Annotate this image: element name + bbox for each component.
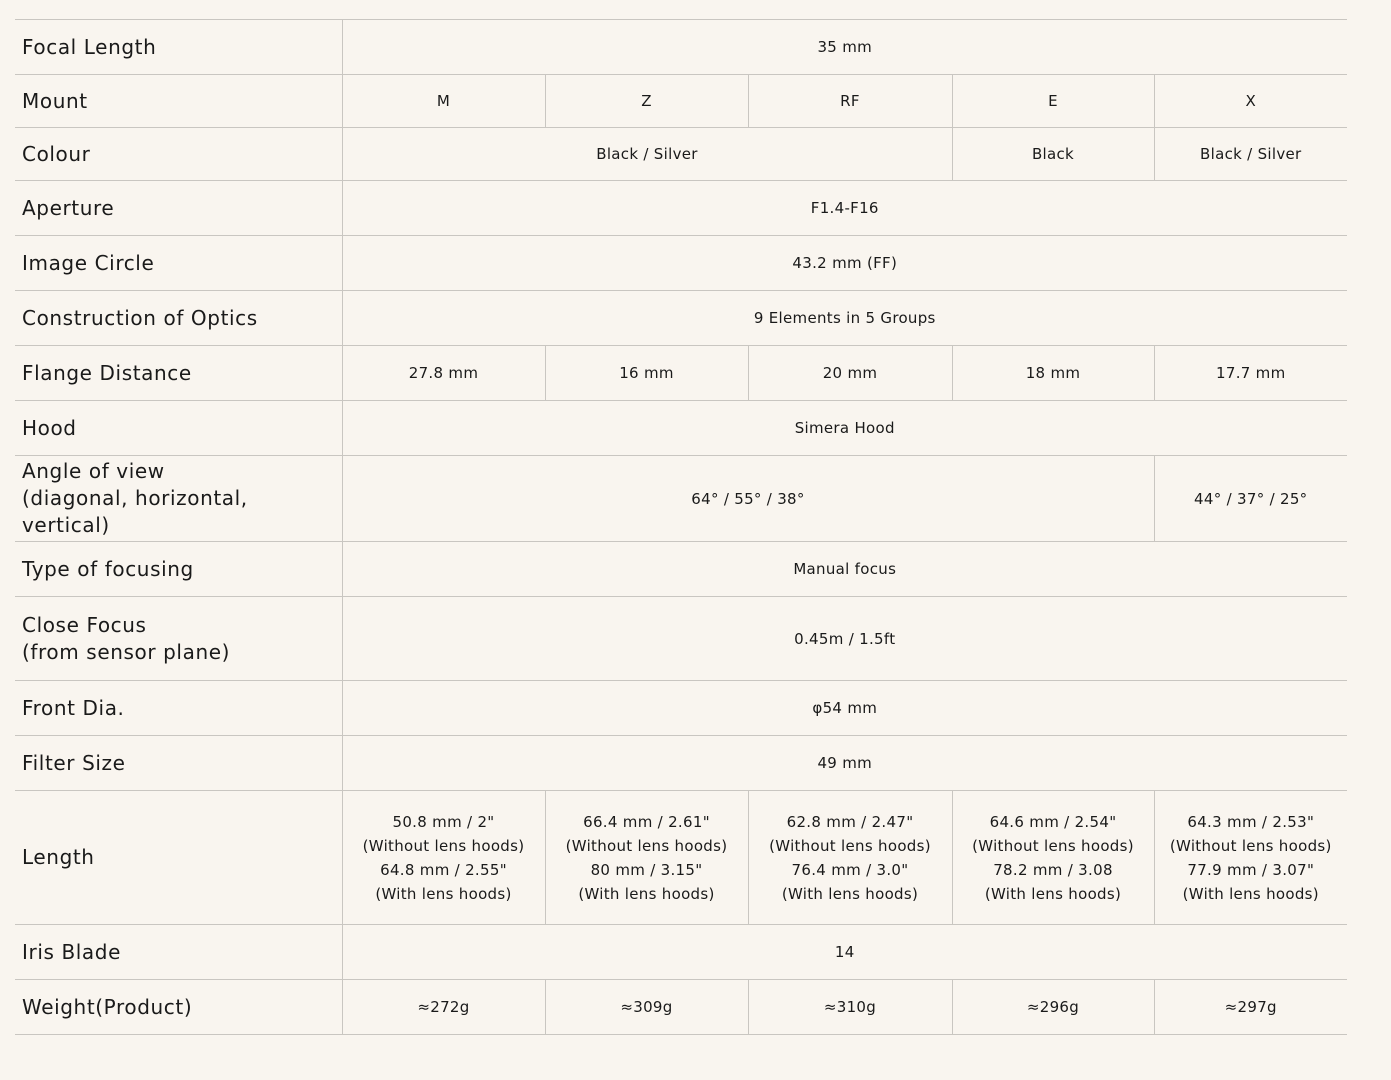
row-image-circle xyxy=(15,236,1347,291)
length-rf-without: 62.8 mm / 2.47" xyxy=(786,812,914,831)
row-mount xyxy=(15,75,1347,128)
label-weight: Weight(Product) xyxy=(15,980,342,1035)
row-front-dia xyxy=(15,681,1347,736)
length-e-with: 78.2 mm / 3.08 xyxy=(993,860,1113,879)
label-hood: Hood xyxy=(15,401,342,456)
value-angle-main: 64° / 55° / 38° xyxy=(342,456,1154,542)
row-weight xyxy=(15,980,1347,1035)
label-mount: Mount xyxy=(15,75,342,128)
length-e-with-note: (With lens hoods) xyxy=(984,884,1122,903)
label-flange-distance: Flange Distance xyxy=(15,346,342,401)
label-construction: Construction of Optics xyxy=(15,291,342,346)
value-length-e xyxy=(952,791,1154,925)
label-close-focus-line2: (from sensor plane) xyxy=(22,639,231,664)
value-construction: 9 Elements in 5 Groups xyxy=(342,291,1347,346)
value-angle-x: 44° / 37° / 25° xyxy=(1154,456,1347,542)
label-angle-line1: Angle of view xyxy=(22,459,165,483)
length-rf-with-note: (With lens hoods) xyxy=(781,884,919,903)
value-mount-x: X xyxy=(1154,75,1347,128)
label-close-focus xyxy=(15,597,342,681)
length-rf-with: 76.4 mm / 3.0" xyxy=(791,860,909,879)
row-hood xyxy=(15,401,1347,456)
value-focal-length: 35 mm xyxy=(342,20,1347,75)
value-focusing: Manual focus xyxy=(342,542,1347,597)
row-construction xyxy=(15,291,1347,346)
row-colour xyxy=(15,128,1347,181)
value-weight-z: ≈309g xyxy=(545,980,748,1035)
label-aperture: Aperture xyxy=(15,181,342,236)
length-x-with-note: (With lens hoods) xyxy=(1182,884,1319,903)
value-flange-x: 17.7 mm xyxy=(1154,346,1347,401)
length-z-with-note: (With lens hoods) xyxy=(578,884,715,903)
value-colour-mzrf: Black / Silver xyxy=(342,128,952,181)
row-aperture xyxy=(15,181,1347,236)
value-weight-x: ≈297g xyxy=(1154,980,1347,1035)
length-x-without-note: (Without lens hoods) xyxy=(1169,836,1332,855)
row-focusing xyxy=(15,542,1347,597)
label-angle-of-view xyxy=(15,456,342,542)
row-length xyxy=(15,791,1347,925)
value-mount-rf: RF xyxy=(748,75,952,128)
row-focal-length xyxy=(15,20,1347,75)
value-flange-m: 27.8 mm xyxy=(342,346,545,401)
row-angle-of-view xyxy=(15,456,1347,542)
row-flange-distance xyxy=(15,346,1347,401)
value-mount-e: E xyxy=(952,75,1154,128)
value-mount-z: Z xyxy=(545,75,748,128)
length-e-without: 64.6 mm / 2.54" xyxy=(989,812,1117,831)
value-close-focus: 0.45m / 1.5ft xyxy=(342,597,1347,681)
value-length-z xyxy=(545,791,748,925)
value-length-x xyxy=(1154,791,1347,925)
value-colour-e: Black xyxy=(952,128,1154,181)
value-mount-m: M xyxy=(342,75,545,128)
value-flange-rf: 20 mm xyxy=(748,346,952,401)
length-m-with-note: (With lens hoods) xyxy=(375,884,512,903)
value-length-rf xyxy=(748,791,952,925)
row-filter-size xyxy=(15,736,1347,791)
value-flange-e: 18 mm xyxy=(952,346,1154,401)
value-weight-rf: ≈310g xyxy=(748,980,952,1035)
label-focusing: Type of focusing xyxy=(15,542,342,597)
length-z-without: 66.4 mm / 2.61" xyxy=(583,812,710,831)
value-colour-x: Black / Silver xyxy=(1154,128,1347,181)
value-filter-size: 49 mm xyxy=(342,736,1347,791)
value-length-m xyxy=(342,791,545,925)
value-weight-e: ≈296g xyxy=(952,980,1154,1035)
spec-table xyxy=(15,19,1347,1035)
label-length: Length xyxy=(15,791,342,925)
length-z-with: 80 mm / 3.15" xyxy=(590,860,703,879)
label-iris-blade: Iris Blade xyxy=(15,925,342,980)
value-image-circle: 43.2 mm (FF) xyxy=(342,236,1347,291)
value-iris-blade: 14 xyxy=(342,925,1347,980)
value-front-dia: φ54 mm xyxy=(342,681,1347,736)
label-colour: Colour xyxy=(15,128,342,181)
length-x-with: 77.9 mm / 3.07" xyxy=(1187,860,1315,879)
length-m-without-note: (Without lens hoods) xyxy=(362,836,525,855)
label-front-dia: Front Dia. xyxy=(15,681,342,736)
length-x-without: 64.3 mm / 2.53" xyxy=(1187,812,1315,831)
value-aperture: F1.4-F16 xyxy=(342,181,1347,236)
length-m-with: 64.8 mm / 2.55" xyxy=(380,860,507,879)
row-close-focus xyxy=(15,597,1347,681)
label-filter-size: Filter Size xyxy=(15,736,342,791)
length-rf-without-note: (Without lens hoods) xyxy=(769,836,931,855)
value-weight-m: ≈272g xyxy=(342,980,545,1035)
row-iris-blade xyxy=(15,925,1347,980)
label-close-focus-line1: Close Focus xyxy=(22,612,147,637)
label-focal-length: Focal Length xyxy=(15,20,342,75)
length-m-without: 50.8 mm / 2" xyxy=(392,812,495,831)
length-e-without-note: (Without lens hoods) xyxy=(972,836,1134,855)
label-image-circle: Image Circle xyxy=(15,236,342,291)
value-flange-z: 16 mm xyxy=(545,346,748,401)
value-hood: Simera Hood xyxy=(342,401,1347,456)
label-angle-line2: (diagonal, horizontal, vertical) xyxy=(22,486,248,537)
length-z-without-note: (Without lens hoods) xyxy=(565,836,728,855)
